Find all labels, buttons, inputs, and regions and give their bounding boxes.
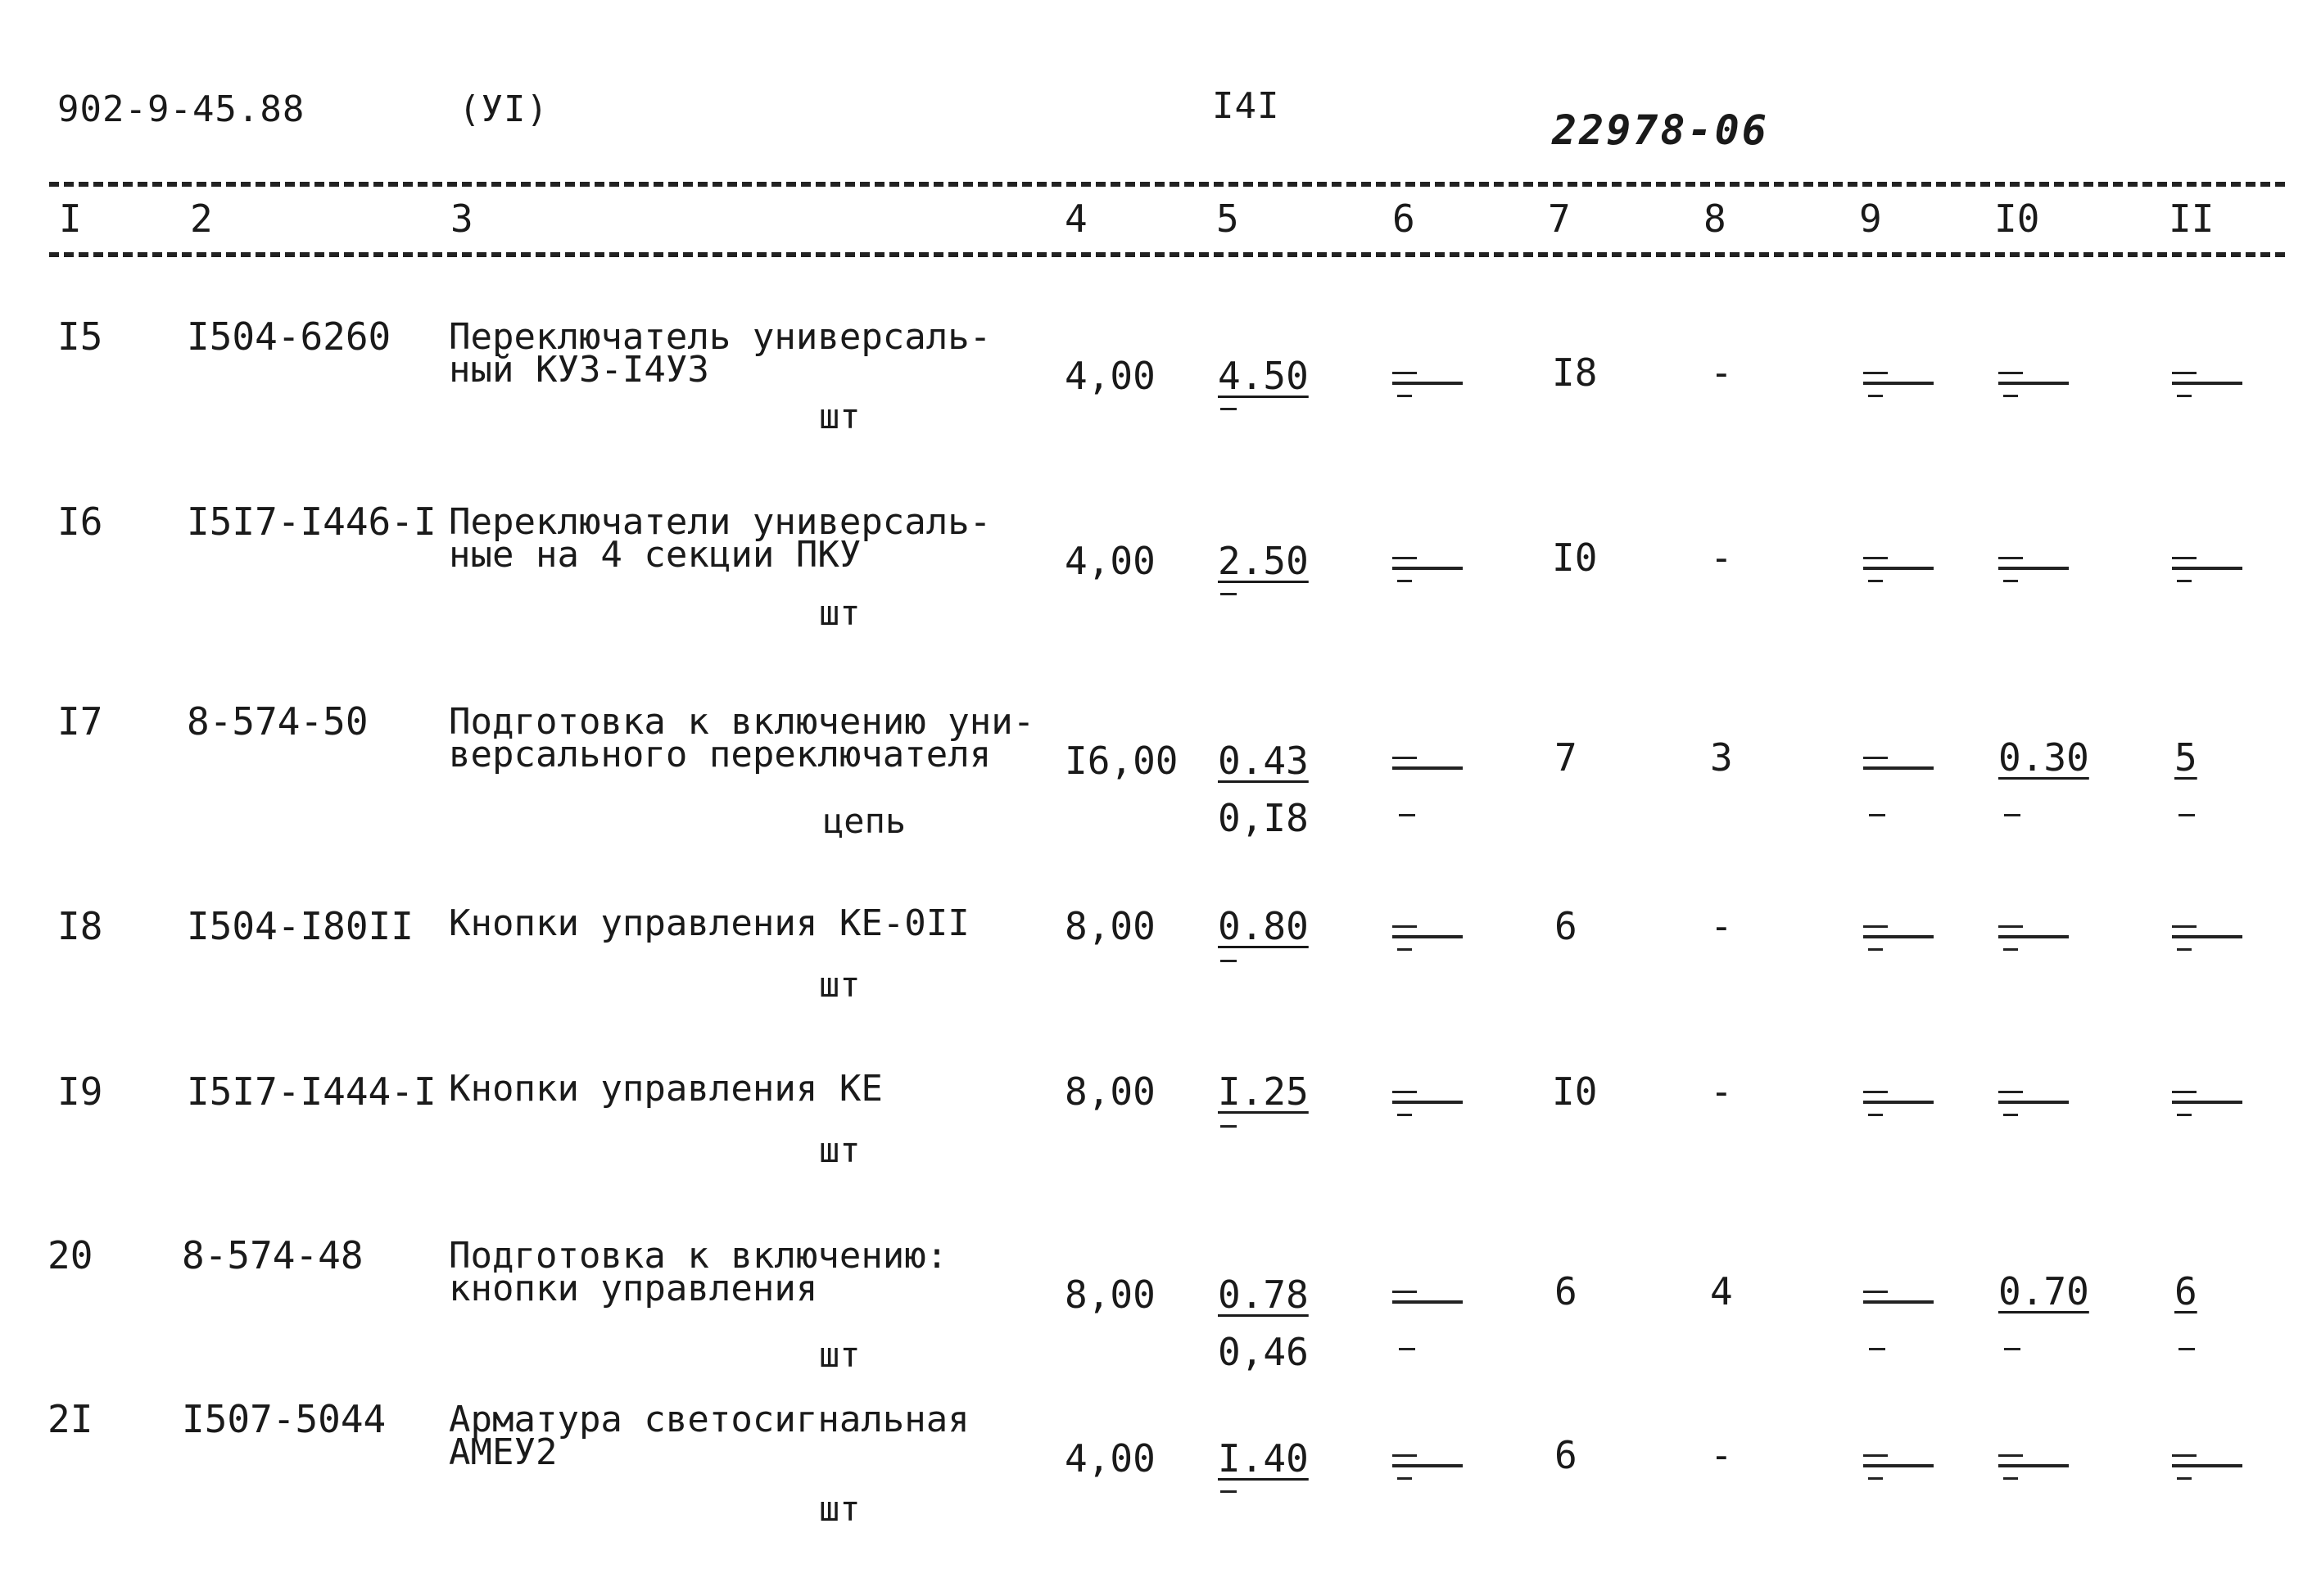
column-8-value: - [1710, 1433, 1733, 1477]
item-unit: шт [819, 1489, 861, 1529]
ditto-mark [2172, 925, 2242, 958]
item-description: Кнопки управления КЕ [449, 1068, 883, 1110]
ditto-mark [1392, 925, 1463, 958]
column-5-value: I.25 [1218, 1069, 1309, 1114]
ditto-mark [2178, 1348, 2195, 1350]
ditto-mark [2004, 1348, 2020, 1350]
item-unit: шт [819, 593, 861, 633]
ditto-mark [1392, 372, 1463, 405]
row-number: I7 [57, 699, 103, 744]
album-number: 22978-06 [1552, 106, 1769, 154]
column-5-subvalue: 0,46 [1218, 1330, 1309, 1374]
price-code: 8-574-48 [182, 1233, 364, 1277]
item-quantity: 4,00 [1065, 539, 1156, 583]
column-7-value: 6 [1554, 904, 1577, 948]
column-7-value: I0 [1552, 1069, 1598, 1114]
ditto-mark [1863, 1291, 1934, 1323]
row-number: I5 [57, 314, 103, 359]
column-header-10: I0 [1994, 197, 2040, 241]
ditto-mark [1998, 557, 2069, 590]
ditto-mark [1998, 925, 2069, 958]
column-11-value: 6 [2174, 1269, 2197, 1313]
column-header-1: I [59, 197, 82, 241]
ditto-mark [2172, 557, 2242, 590]
column-8-value: - [1710, 1069, 1733, 1114]
item-description: Арматура светосигнальная АМЕУ2 [449, 1399, 970, 1473]
ditto-mark [1392, 557, 1463, 590]
row-number: I9 [57, 1069, 103, 1114]
column-8-value: - [1710, 536, 1733, 580]
column-7-value: I8 [1552, 350, 1598, 395]
ditto-mark [1399, 1348, 1415, 1350]
price-code: I504-I80II [187, 904, 414, 948]
column-header-3: 3 [450, 197, 473, 241]
column-10-value: 0.30 [1998, 735, 2089, 780]
column-7-value: 7 [1554, 735, 1577, 780]
ditto-mark [1220, 1490, 1237, 1493]
row-number: 2I [48, 1397, 93, 1441]
column-5-value: 2.50 [1218, 539, 1309, 583]
column-header-2: 2 [190, 197, 213, 241]
item-unit: цепь [823, 801, 907, 841]
ditto-mark [1220, 593, 1237, 595]
item-description: Подготовка к включению: кнопки управления [449, 1235, 948, 1309]
ditto-mark [1392, 1291, 1463, 1323]
item-quantity: 8,00 [1065, 904, 1156, 948]
column-header-7: 7 [1548, 197, 1571, 241]
column-5-value: 4.50 [1218, 354, 1309, 398]
column-8-value: 4 [1710, 1269, 1733, 1313]
ditto-mark [1998, 1091, 2069, 1124]
column-8-value: - [1710, 904, 1733, 948]
item-unit: шт [819, 396, 861, 436]
item-quantity: I6,00 [1065, 739, 1179, 783]
header-dashed-rule-top [49, 182, 2285, 187]
item-unit: шт [819, 965, 861, 1005]
ditto-mark [1869, 1348, 1885, 1350]
column-header-5: 5 [1216, 197, 1239, 241]
ditto-mark [1863, 1454, 1934, 1487]
price-code: I507-5044 [182, 1397, 387, 1441]
item-quantity: 4,00 [1065, 1436, 1156, 1481]
column-header-11: II [2169, 197, 2215, 241]
item-quantity: 8,00 [1065, 1273, 1156, 1317]
ditto-mark [1220, 1125, 1237, 1128]
column-5-value: 0.43 [1218, 739, 1309, 783]
column-10-value: 0.70 [1998, 1269, 2089, 1313]
page-number: I4I [1212, 85, 1280, 127]
price-code: 8-574-50 [187, 699, 369, 744]
item-description: Переключатели универсаль- ные на 4 секции ПКУ [449, 501, 992, 576]
price-code: I504-6260 [187, 314, 391, 359]
ditto-mark [1863, 925, 1934, 958]
item-unit: шт [819, 1130, 861, 1170]
ditto-mark [1220, 408, 1237, 410]
ditto-mark [1863, 372, 1934, 405]
column-7-value: 6 [1554, 1433, 1577, 1477]
column-header-8: 8 [1703, 197, 1726, 241]
ditto-mark [1399, 814, 1415, 816]
ditto-mark [2172, 372, 2242, 405]
section-label: (УI) [459, 88, 549, 130]
ditto-mark [1998, 1454, 2069, 1487]
column-11-value: 5 [2174, 735, 2197, 780]
item-description: Кнопки управления КЕ-0II [449, 902, 970, 944]
ditto-mark [1392, 1091, 1463, 1124]
price-code: I5I7-I444-I [187, 1069, 437, 1114]
column-header-6: 6 [1392, 197, 1415, 241]
ditto-mark [2172, 1091, 2242, 1124]
ditto-mark [1863, 1091, 1934, 1124]
ditto-mark [1863, 557, 1934, 590]
column-7-value: 6 [1554, 1269, 1577, 1313]
row-number: I8 [57, 904, 103, 948]
row-number: I6 [57, 500, 103, 544]
column-header-9: 9 [1859, 197, 1882, 241]
item-unit: шт [819, 1335, 861, 1375]
item-description: Подготовка к включению уни- версального переключателя [449, 701, 1035, 775]
ditto-mark [1998, 372, 2069, 405]
ditto-mark [1869, 814, 1885, 816]
document-code: 902-9-45.88 [57, 88, 305, 130]
item-quantity: 4,00 [1065, 354, 1156, 398]
row-number: 20 [48, 1233, 93, 1277]
ditto-mark [2004, 814, 2020, 816]
ditto-mark [1392, 1454, 1463, 1487]
column-7-value: I0 [1552, 536, 1598, 580]
column-5-value: 0.80 [1218, 904, 1309, 948]
ditto-mark [2172, 1454, 2242, 1487]
column-header-4: 4 [1065, 197, 1088, 241]
item-description: Переключатель универсаль- ный КУЗ-I4УЗ [449, 316, 992, 391]
column-8-value: - [1710, 350, 1733, 395]
column-8-value: 3 [1710, 735, 1733, 780]
ditto-mark [1220, 960, 1237, 962]
ditto-mark [2178, 814, 2195, 816]
column-5-value: I.40 [1218, 1436, 1309, 1481]
price-code: I5I7-I446-I [187, 500, 437, 544]
column-5-value: 0.78 [1218, 1273, 1309, 1317]
item-quantity: 8,00 [1065, 1069, 1156, 1114]
column-5-subvalue: 0,I8 [1218, 796, 1309, 840]
header-dashed-rule-bottom [49, 252, 2285, 257]
ditto-mark [1392, 757, 1463, 789]
ditto-mark [1863, 757, 1934, 789]
